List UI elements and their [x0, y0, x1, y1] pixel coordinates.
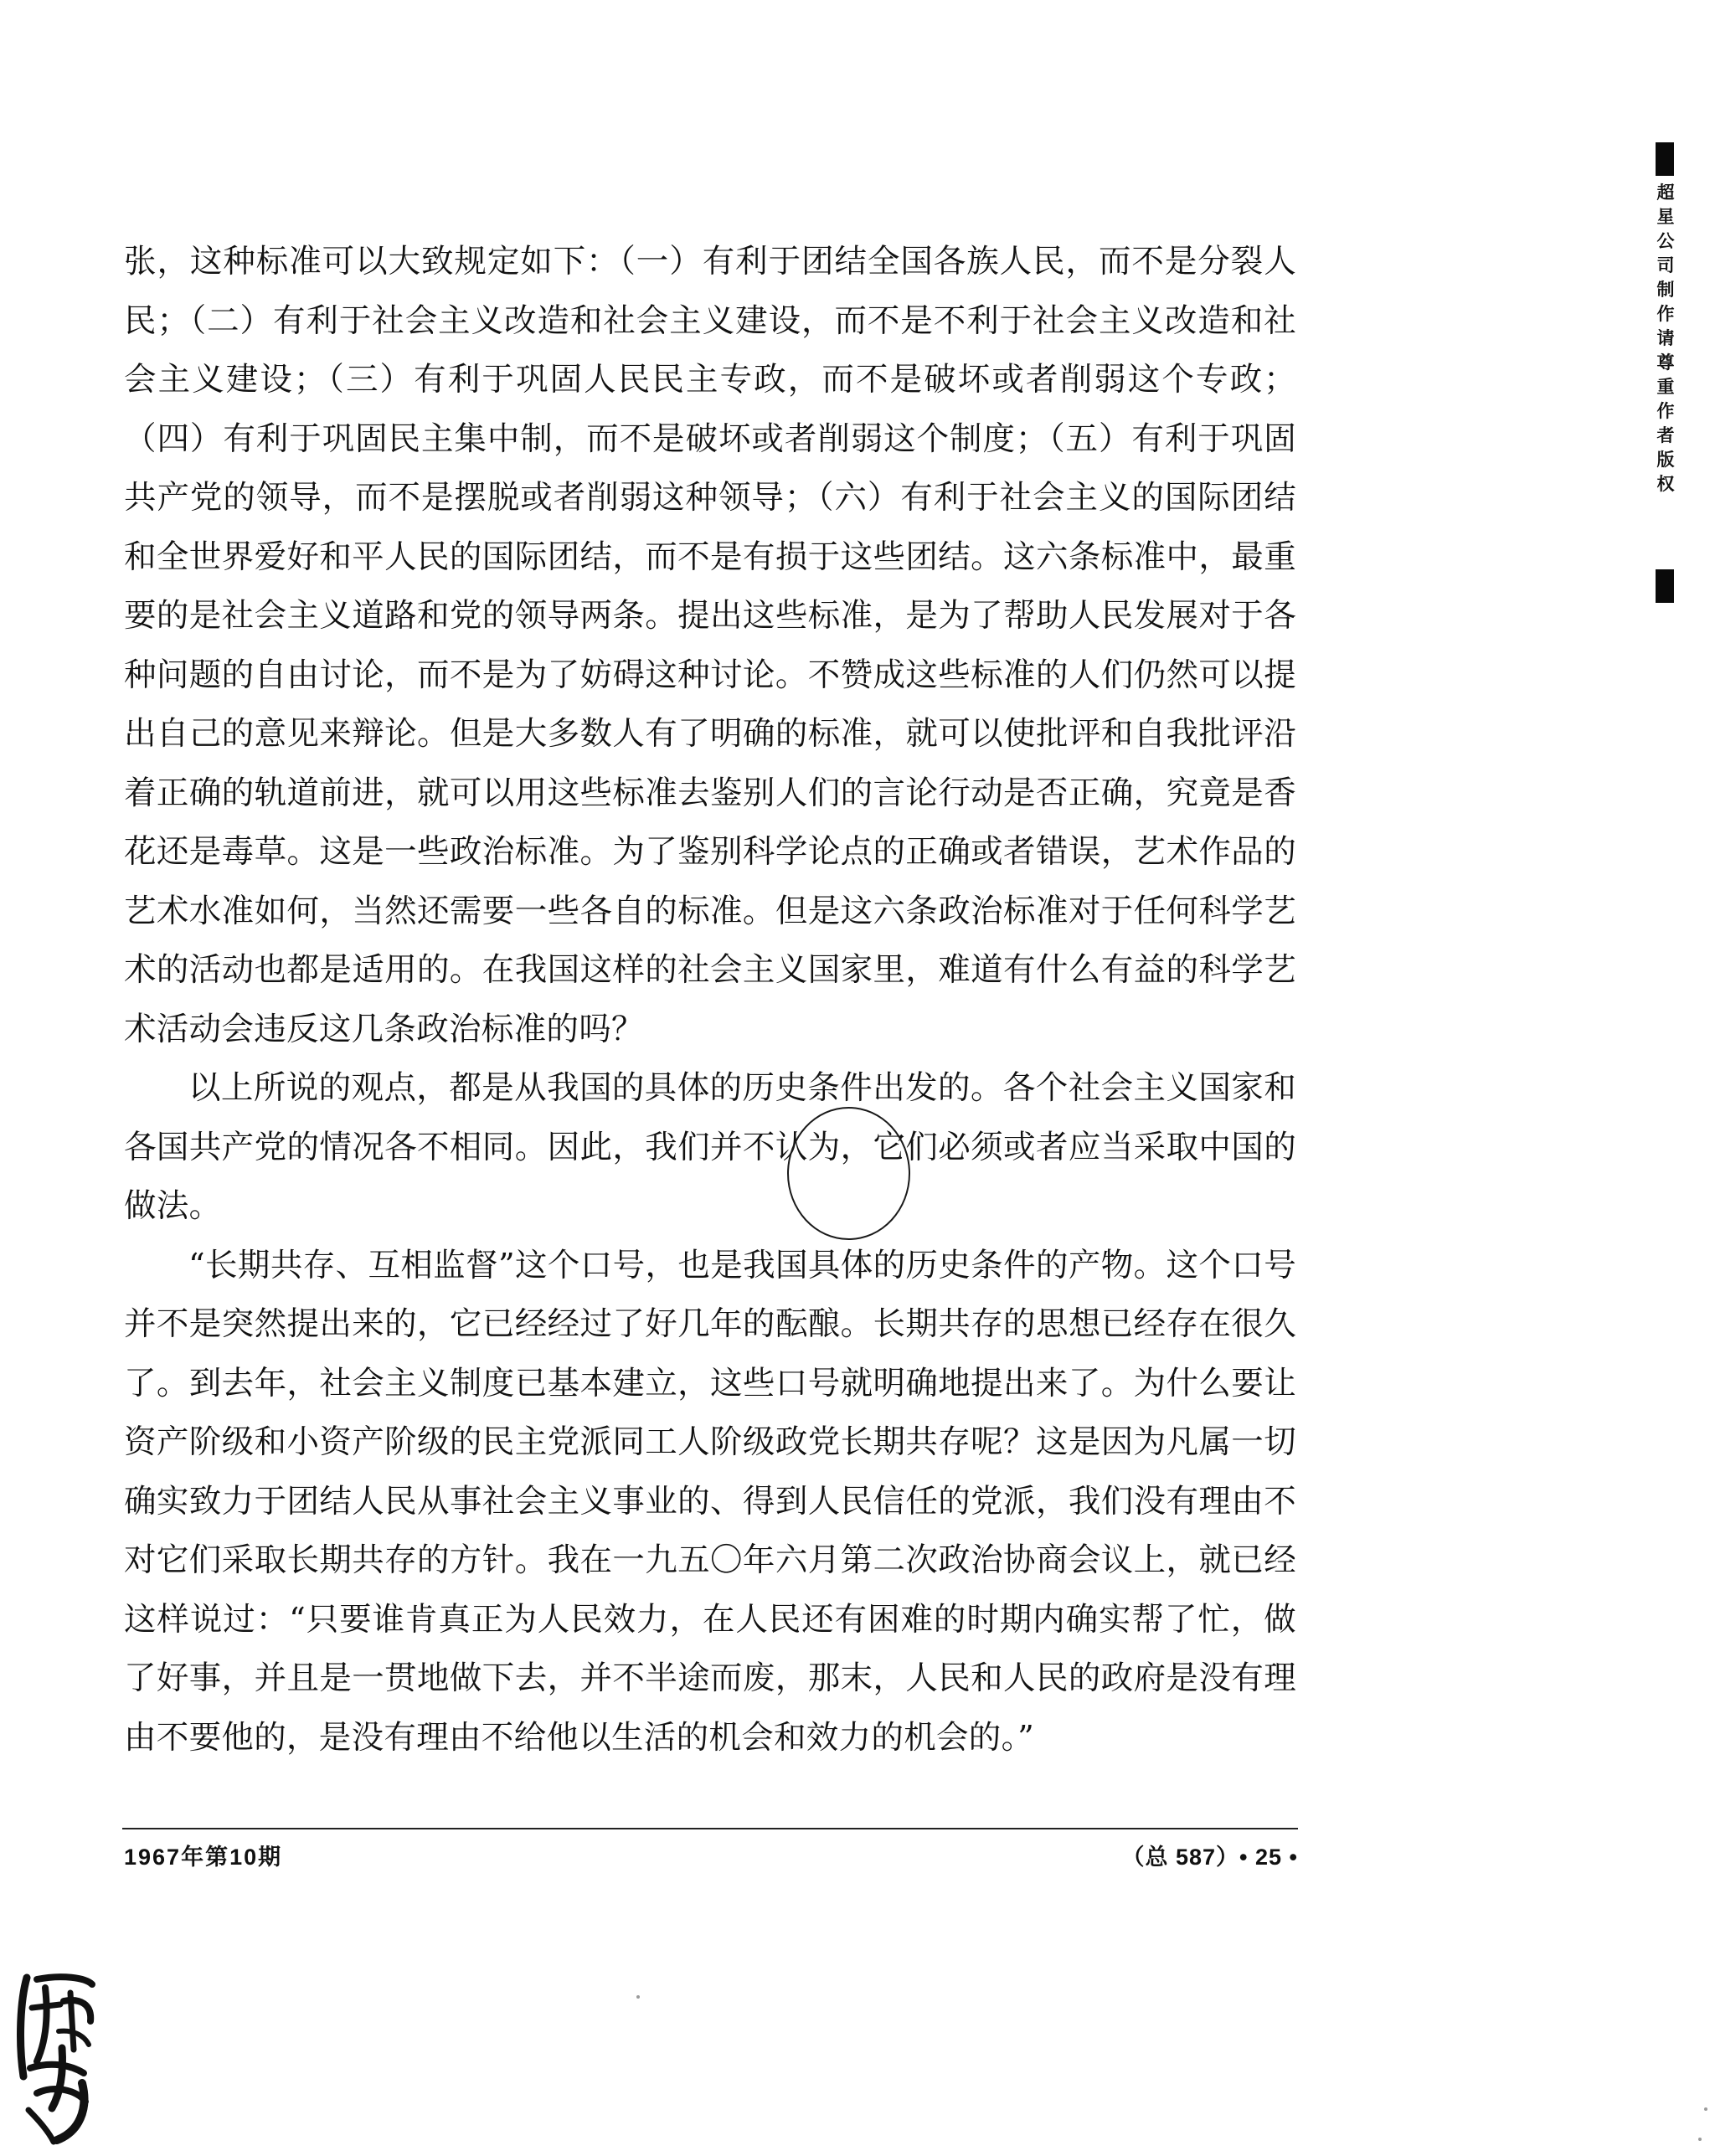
side-stamp-bar-top — [1656, 142, 1674, 176]
side-stamp-bar-bottom — [1656, 569, 1674, 603]
body-text — [124, 233, 1296, 1768]
calligraphy-seal — [12, 1968, 104, 2148]
footer-page-number: （总 587）• 25 • — [1121, 1845, 1298, 1870]
scan-speck — [1704, 2107, 1707, 2111]
side-copyright-stamp: 超星公司制作请尊重作者版权 — [1656, 183, 1675, 494]
footer-divider — [122, 1828, 1298, 1829]
paragraph-2: 以上所说的观点，都是从我国的具体的历史条件出发的。各个社会主义国家和各国共产党的情况各不相同。因此，我们并不认为，它们必须或者应当采取中国的做法。 — [124, 1069, 1296, 1225]
paragraph-1: 张，这种标准可以大致规定如下：（一）有利于团结全国各族人民，而不是分裂人民；（二）有利于社会主义改造和社会主义建设，而不是不利于社会主义改造和社会主义建设；（三）有利于巩固人民民主专政，而不是破坏或者削弱这个专政；（四）有利于巩固民主集中制，而不是破坏或者削弱这个制度；（五）有利于巩固共产党的领导，而不是摆脱或者削弱这种领导；（六）有利于社会主义的国际团结和全世界爱好和平人民的国际团结，而不是有损于这些团结。这六条标准中，最重要的是社会主义道路和党的领导两条。提出这些标准，是为了帮助人民发展对于各种问题的自由讨论，而不是为了妨碍这种讨论。不赞成这些标准的人们仍然可以提出自己的意见来辩论。但是大多数人有了明确的标准，就可以使批评和自我批评沿着正确的轨道前进，就可以用这些标准去鉴别人们的言论行动是否正确，究竟是香花还是毒草。这是一些政治标准。为了鉴别科学论点的正确或者错误，艺术作品的艺术水准如何，当然还需要一些各自的标准。但是这六条政治标准对于任何科学艺术的活动也都是适用的。在我国这样的社会主义国家里，难道有什么有益的科学艺术活动会违反这几条政治标准的吗？ — [124, 243, 1296, 1048]
scan-speck — [636, 1995, 640, 1999]
footer-issue: 1967年第10期 — [124, 1845, 283, 1870]
paragraph-3: “长期共存、互相监督”这个口号，也是我国具体的历史条件的产物。这个口号并不是突然提出来的，它已经经过了好几年的酝酿。长期共存的思想已经存在很久了。到去年，社会主义制度已基本建立，这些口号就明确地提出来了。为什么要让资产阶级和小资产阶级的民主党派同工人阶级政党长期共存呢？这是因为凡属一切确实致力于团结人民从事社会主义事业的、得到人民信任的党派，我们没有理由不对它们采取长期共存的方针。我在一九五〇年六月第二次政治协商会议上，就已经这样说过：“只要谁肯真正为人民效力，在人民还有困难的时期内确实帮了忙，做了好事，并且是一贯地做下去，并不半途而废，那末，人民和人民的政府是没有理由不要他的，是没有理由不给他以生活的机会和效力的机会的。” — [124, 1246, 1296, 1757]
scan-speck — [1698, 2138, 1702, 2141]
